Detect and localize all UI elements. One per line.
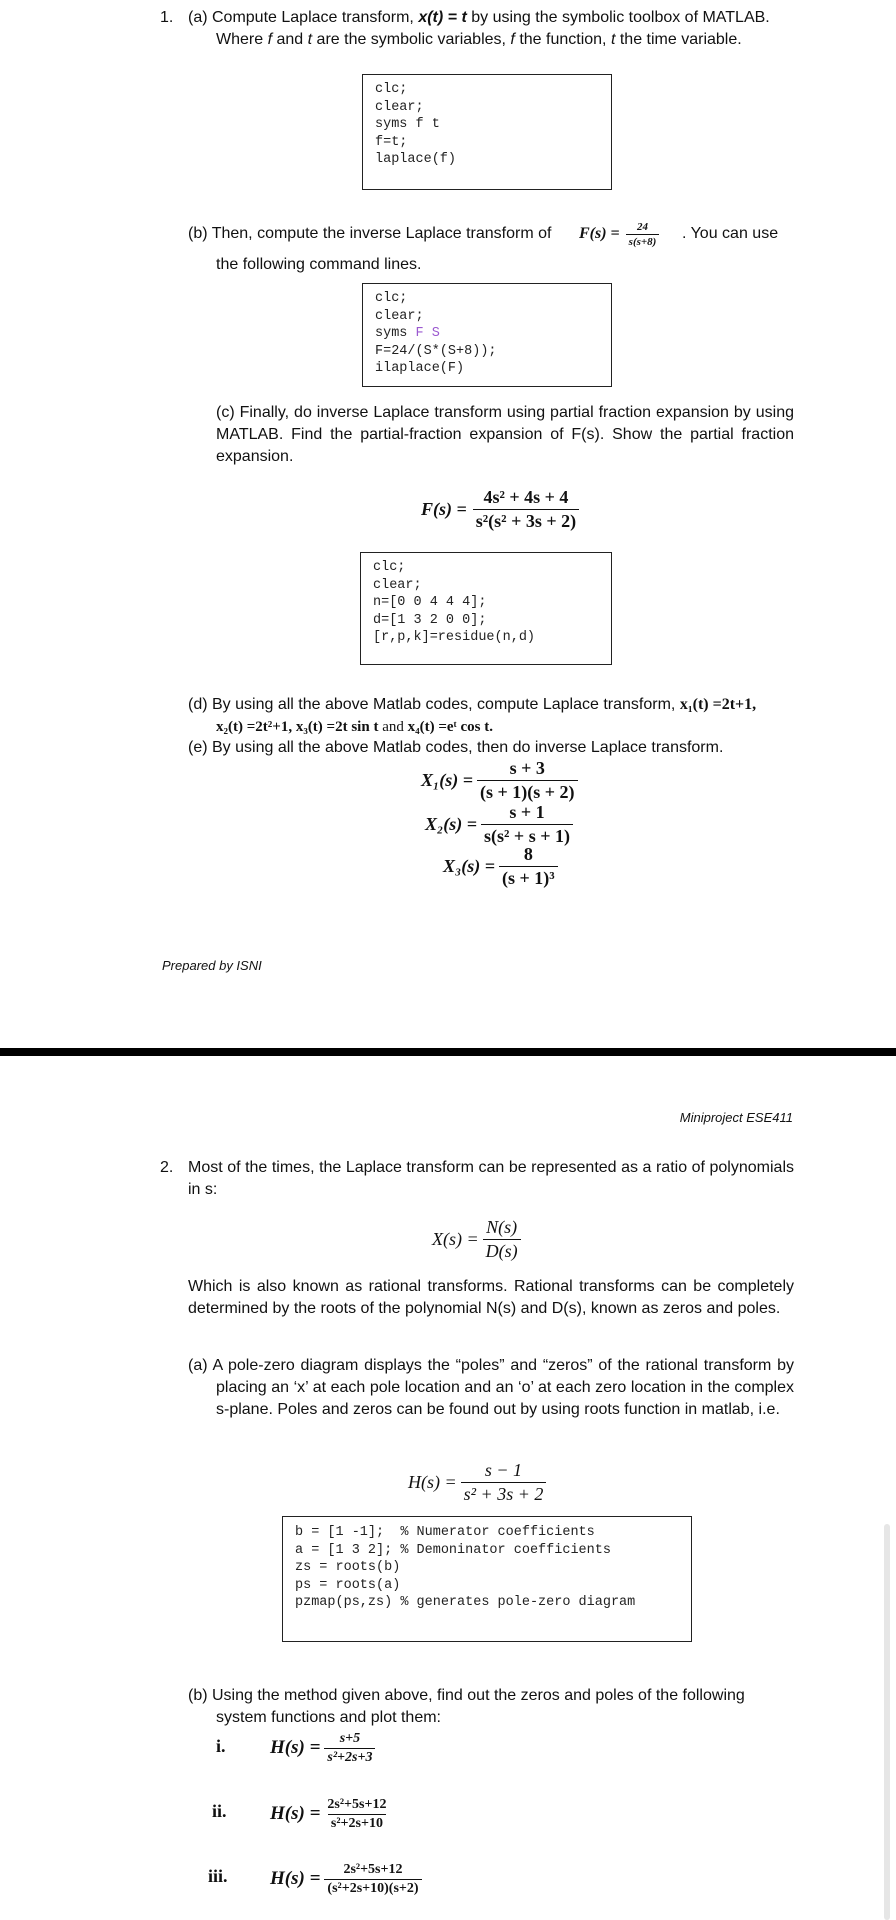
q1d-line1 — [188, 694, 756, 716]
H-num: s − 1 — [484, 1459, 523, 1480]
item-iii-num: 2s²+5s+12 — [343, 1861, 403, 1877]
q2-para: Which is also known as rational transforms. Rational transforms can be completely determined by the roots of the polynomial N(s) and D(s), known as zeros and poles. — [188, 1278, 794, 1317]
item-ii-fraction — [324, 1797, 389, 1832]
code-b-line2: clear; — [375, 308, 424, 324]
code-block-polezero: b = [1 -1]; % Numerator coefficients a = [1 3 2]; % Demoninator coefficients zs = roots(b) ps = roots(a) pzmap(ps,zs) % generates pole-zero diagram — [282, 1516, 692, 1642]
item-iii-fraction — [324, 1862, 421, 1897]
H-equation — [408, 1457, 546, 1507]
q1a-f2: f — [510, 31, 515, 48]
item-i-fraction — [324, 1731, 375, 1766]
X2-den: s(s² + s + 1) — [481, 824, 573, 847]
item-ii-num: 2s²+5s+12 — [327, 1796, 387, 1812]
q1c-F-fraction — [473, 487, 579, 532]
q1b-F-fraction — [626, 221, 660, 248]
q1a-expr: x(t) = t — [418, 9, 467, 26]
item-iii-equation — [270, 1856, 422, 1902]
X2-equation — [425, 801, 573, 847]
q1-number: 1. — [160, 9, 174, 26]
item-iii-den: (s²+2s+10)(s+2) — [324, 1879, 421, 1897]
q1a-t2: t — [610, 31, 616, 48]
q1c-F-den: s²(s² + 3s + 2) — [473, 509, 579, 532]
q2-intro: Most of the times, the Laplace transform can be represented as a ratio of polynomials in s: — [188, 1159, 794, 1198]
q1a-line2-mid2: the function, — [519, 31, 607, 48]
item-i-equation — [270, 1725, 375, 1771]
item-ii-den: s²+2s+10 — [328, 1814, 386, 1832]
X1-fraction — [477, 758, 578, 803]
item-i-label: i. — [216, 1736, 226, 1756]
X-lhs: X(s) = — [432, 1228, 479, 1249]
q1b-line1: (b) Then, compute the inverse Laplace transform of — [188, 225, 552, 242]
X3-den: (s + 1)³ — [499, 866, 558, 889]
item-ii-lhs: H(s) = — [270, 1803, 321, 1824]
X3-lhs: X₃(s) = — [443, 855, 496, 876]
code-b-vars: F S — [415, 326, 440, 341]
item-ii-equation — [270, 1791, 389, 1837]
q1b-F-equation — [579, 216, 659, 252]
q1a-f: f — [267, 31, 273, 48]
X2-fraction — [481, 802, 573, 847]
X-num: N(s) — [486, 1216, 518, 1237]
q1b-F-den: s(s+8) — [626, 234, 660, 248]
page-separator — [0, 1048, 896, 1056]
X-equation — [432, 1215, 521, 1263]
X3-num: 8 — [523, 843, 533, 864]
q1a-label: (a) Compute Laplace transform, — [188, 9, 414, 26]
item-i-num: s+5 — [339, 1730, 361, 1746]
X3-equation — [443, 843, 558, 889]
q1b-line2: the following command lines. — [216, 256, 422, 273]
X1-num: s + 3 — [509, 757, 545, 778]
q1a-line2 — [216, 29, 742, 51]
q2b-text: (b) Using the method given above, find out the zeros and poles of the following system functions and plot them: — [188, 1687, 745, 1726]
q1c-text: (c) Finally, do inverse Laplace transform using partial fraction expansion by using MATLAB. Find the partial-fraction expansion of F(s). Show the partial fraction expansion. — [216, 404, 794, 465]
q2-number: 2. — [160, 1159, 174, 1176]
code-block-ilaplace — [362, 283, 612, 387]
X1-lhs: X₁(s) = — [421, 769, 474, 790]
code-b-line3 — [375, 325, 599, 343]
q1a-t: t — [307, 31, 313, 48]
item-i-den: s²+2s+3 — [324, 1748, 375, 1766]
code-b-line4: F=24/(S*(S+8)); — [375, 343, 497, 359]
q1c-F-num: 4s² + 4s + 4 — [483, 486, 569, 507]
q1d-x1: x₁(t) =2t+1, — [679, 696, 757, 713]
q1d-text: (d) By using all the above Matlab codes, compute Laplace transform, — [188, 696, 676, 713]
q1d-x4: x₄(t) =eᵗ cos t. — [407, 719, 493, 735]
q1d-and: and — [382, 719, 404, 735]
X1-equation — [421, 757, 578, 803]
code-b-line5: ilaplace(F) — [375, 361, 465, 376]
code-b-line1: clc; — [375, 291, 408, 306]
q2a-text: (a) A pole-zero diagram displays the “poles” and “zeros” of the rational transform by placing an ‘x’ at each pole location and an ‘o’ at each zero location in the complex s-plane. Poles and zeros can be found out by using roots function in matlab, i.e. — [188, 1357, 794, 1418]
q1c-F-equation — [421, 482, 579, 536]
H-den: s² + 3s + 2 — [461, 1482, 547, 1505]
q1b-F-num: 24 — [637, 220, 648, 233]
X1-den: (s + 1)(s + 2) — [477, 780, 578, 803]
q1a-line2-end: the time variable. — [619, 31, 742, 48]
item-i-lhs: H(s) = — [270, 1737, 321, 1758]
X3-fraction — [499, 844, 558, 889]
X-fraction — [483, 1217, 521, 1262]
q1e-text: (e) By using all the above Matlab codes, then do inverse Laplace transform. — [188, 739, 724, 756]
item-ii-label: ii. — [212, 1801, 227, 1821]
code-b-syms: syms — [375, 326, 408, 341]
page-header: Miniproject ESE411 — [679, 1110, 793, 1125]
item-iii-lhs: H(s) = — [270, 1868, 321, 1889]
q1d-line2 — [216, 716, 493, 738]
q1a-and: and — [276, 31, 304, 48]
q1a-line1 — [188, 7, 770, 29]
item-iii-label: iii. — [208, 1866, 228, 1886]
code-block-laplace: clc; clear; syms f t f=t; laplace(f) — [362, 74, 612, 190]
q1b-after: . You can use — [682, 225, 779, 242]
q1d-x2-x3: x₂(t) =2t²+1, x₃(t) =2t sin t — [216, 719, 379, 735]
H-lhs: H(s) = — [408, 1471, 457, 1492]
q1a-line2-start: Where — [216, 31, 264, 48]
q1a-line2-mid: are the symbolic variables, — [316, 31, 506, 48]
scrollbar-track[interactable] — [884, 1524, 890, 1920]
X-den: D(s) — [483, 1239, 521, 1262]
q1a-rest: by using the symbolic toolbox of MATLAB. — [471, 9, 770, 26]
H-fraction — [461, 1460, 547, 1505]
q1c-F-lhs: F(s) = — [421, 498, 467, 519]
prepared-by: Prepared by ISNI — [162, 958, 262, 973]
q1b-F-lhs: F(s) = — [579, 225, 620, 242]
X2-num: s + 1 — [509, 801, 545, 822]
X2-lhs: X₂(s) = — [425, 813, 478, 834]
code-block-residue: clc; clear; n=[0 0 4 4 4]; d=[1 3 2 0 0]; [r,p,k]=residue(n,d) — [360, 552, 612, 665]
